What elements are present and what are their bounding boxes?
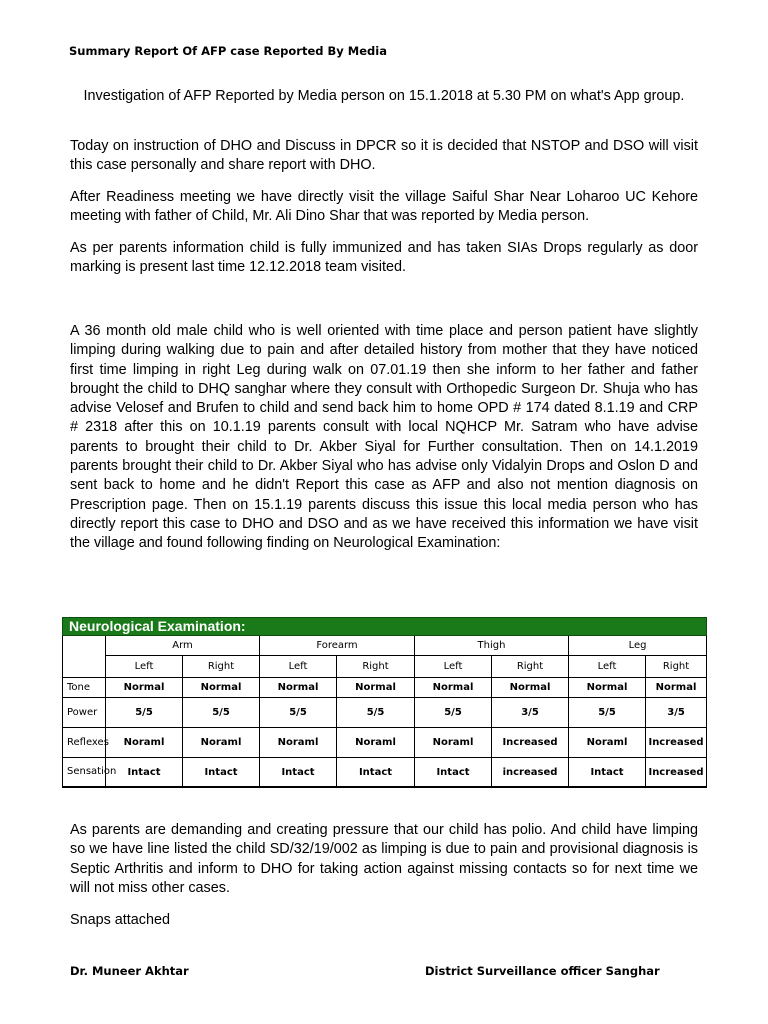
table-cell: 5/5 xyxy=(337,698,415,728)
paragraph-instruction: Today on instruction of DHO and Discuss in DPCR so it is decided that NSTOP and DSO will visit this case personally and share report with DHO. xyxy=(70,138,698,174)
side-header: Left xyxy=(569,656,646,678)
report-header: Summary Report Of AFP case Reported By Media xyxy=(69,44,387,58)
table-cell: Normal xyxy=(183,678,260,698)
table-cell: Normal xyxy=(646,678,707,698)
investigation-title: Investigation of AFP Reported by Media person on 15.1.2018 at 5.30 PM on what's App group. xyxy=(83,88,685,104)
paragraph-conclusion: As parents are demanding and creating pressure that our child has polio. And child have limping so we have line listed the child SD/32/19/002 as limping is due to pain and provisional diagnosis is Septic Arthritis and inform to DHO for taking action against missing contacts so for next time we will not miss other cases. xyxy=(70,822,698,896)
neurological-examination-table xyxy=(62,617,707,788)
row-label-reflexes: Reflexes xyxy=(63,728,106,758)
table-row xyxy=(63,678,707,698)
table-cell: Intact xyxy=(260,758,337,788)
table-cell: Noraml xyxy=(569,728,646,758)
table-cell: Noraml xyxy=(415,728,492,758)
corner-cell xyxy=(63,636,106,678)
paragraph-immunization: As per parents information child is fully immunized and has taken SIAs Drops regularly as door marking is present last time 12.12.2018 team visited. xyxy=(70,240,698,276)
group-header-leg: Leg xyxy=(569,636,707,656)
table-cell: 5/5 xyxy=(183,698,260,728)
side-header: Right xyxy=(183,656,260,678)
table-row xyxy=(63,698,707,728)
table-cell: Intact xyxy=(106,758,183,788)
table-cell: 3/5 xyxy=(646,698,707,728)
side-header: Right xyxy=(337,656,415,678)
paragraph-visit: After Readiness meeting we have directly visit the village Saiful Shar Near Loharoo UC Kehore meeting with father of Child, Mr. Ali Dino Shar that was reported by Media person. xyxy=(70,189,698,225)
table-row xyxy=(63,758,707,788)
side-header: Left xyxy=(415,656,492,678)
table-cell: Noraml xyxy=(260,728,337,758)
table-cell: 5/5 xyxy=(415,698,492,728)
table-cell: Normal xyxy=(337,678,415,698)
table-cell: Intact xyxy=(337,758,415,788)
paragraph-case-history: A 36 month old male child who is well oriented with time place and person patient have slightly limping during walking due to pain and after detailed history from mother that they have noticed first time limping in right Leg during walk on 07.01.19 then she inform to her father and father brought the child to DHQ sanghar where they consult with Orthopedic Surgeon Dr. Shuja who has advise Velosef and Brufen to child and send back him to home OPD # 174 dated 8.1.19 and CRP # 2318 after this on 10.1.19 parents consult with local NQHCP Mr. Satram who have advise parents to brought their child to Dr. Akber Siyal for Further consultation. Then on 14.1.2019 parents brought their child to Dr. Akber Siyal who has advise only Vidalyin Drops and Oslon D and sent back to home and he didn't Report this case as AFP and also not mention diagnosis on Prescription page. Then on 15.1.19 parents discuss this issue this local media person who has directly report this case to DHO and DSO and as we have received this information we have visit the village and found following finding on Neurological Examination: xyxy=(70,323,698,552)
table-cell: Normal xyxy=(492,678,569,698)
side-header: Right xyxy=(492,656,569,678)
signature-designation: District Surveillance officer Sanghar xyxy=(425,964,660,978)
table-title: Neurological Examination: xyxy=(63,618,707,636)
table-cell: Normal xyxy=(569,678,646,698)
table-cell: Intact xyxy=(183,758,260,788)
table-cell: Noraml xyxy=(183,728,260,758)
table-cell: Normal xyxy=(260,678,337,698)
table-cell: Increased xyxy=(646,728,707,758)
table-cell: Noraml xyxy=(337,728,415,758)
table-cell: Increased xyxy=(492,728,569,758)
group-header-thigh: Thigh xyxy=(415,636,569,656)
table-cell: Normal xyxy=(415,678,492,698)
group-header-arm: Arm xyxy=(106,636,260,656)
signature-name: Dr. Muneer Akhtar xyxy=(70,964,189,978)
row-label-sensation: Sensation xyxy=(63,758,106,788)
paragraph-snaps: Snaps attached xyxy=(70,912,171,928)
table-cell: Increased xyxy=(646,758,707,788)
side-header: Right xyxy=(646,656,707,678)
table-cell: 5/5 xyxy=(260,698,337,728)
table-cell: increased xyxy=(492,758,569,788)
table-cell: 5/5 xyxy=(569,698,646,728)
side-header: Left xyxy=(260,656,337,678)
table-cell: 5/5 xyxy=(106,698,183,728)
table-cell: Intact xyxy=(569,758,646,788)
table-cell: Intact xyxy=(415,758,492,788)
table-cell: Normal xyxy=(106,678,183,698)
row-label-tone: Tone xyxy=(63,678,106,698)
side-header: Left xyxy=(106,656,183,678)
row-label-power: Power xyxy=(63,698,106,728)
table-row xyxy=(63,728,707,758)
table-cell: Noraml xyxy=(106,728,183,758)
table-cell: 3/5 xyxy=(492,698,569,728)
group-header-forearm: Forearm xyxy=(260,636,415,656)
